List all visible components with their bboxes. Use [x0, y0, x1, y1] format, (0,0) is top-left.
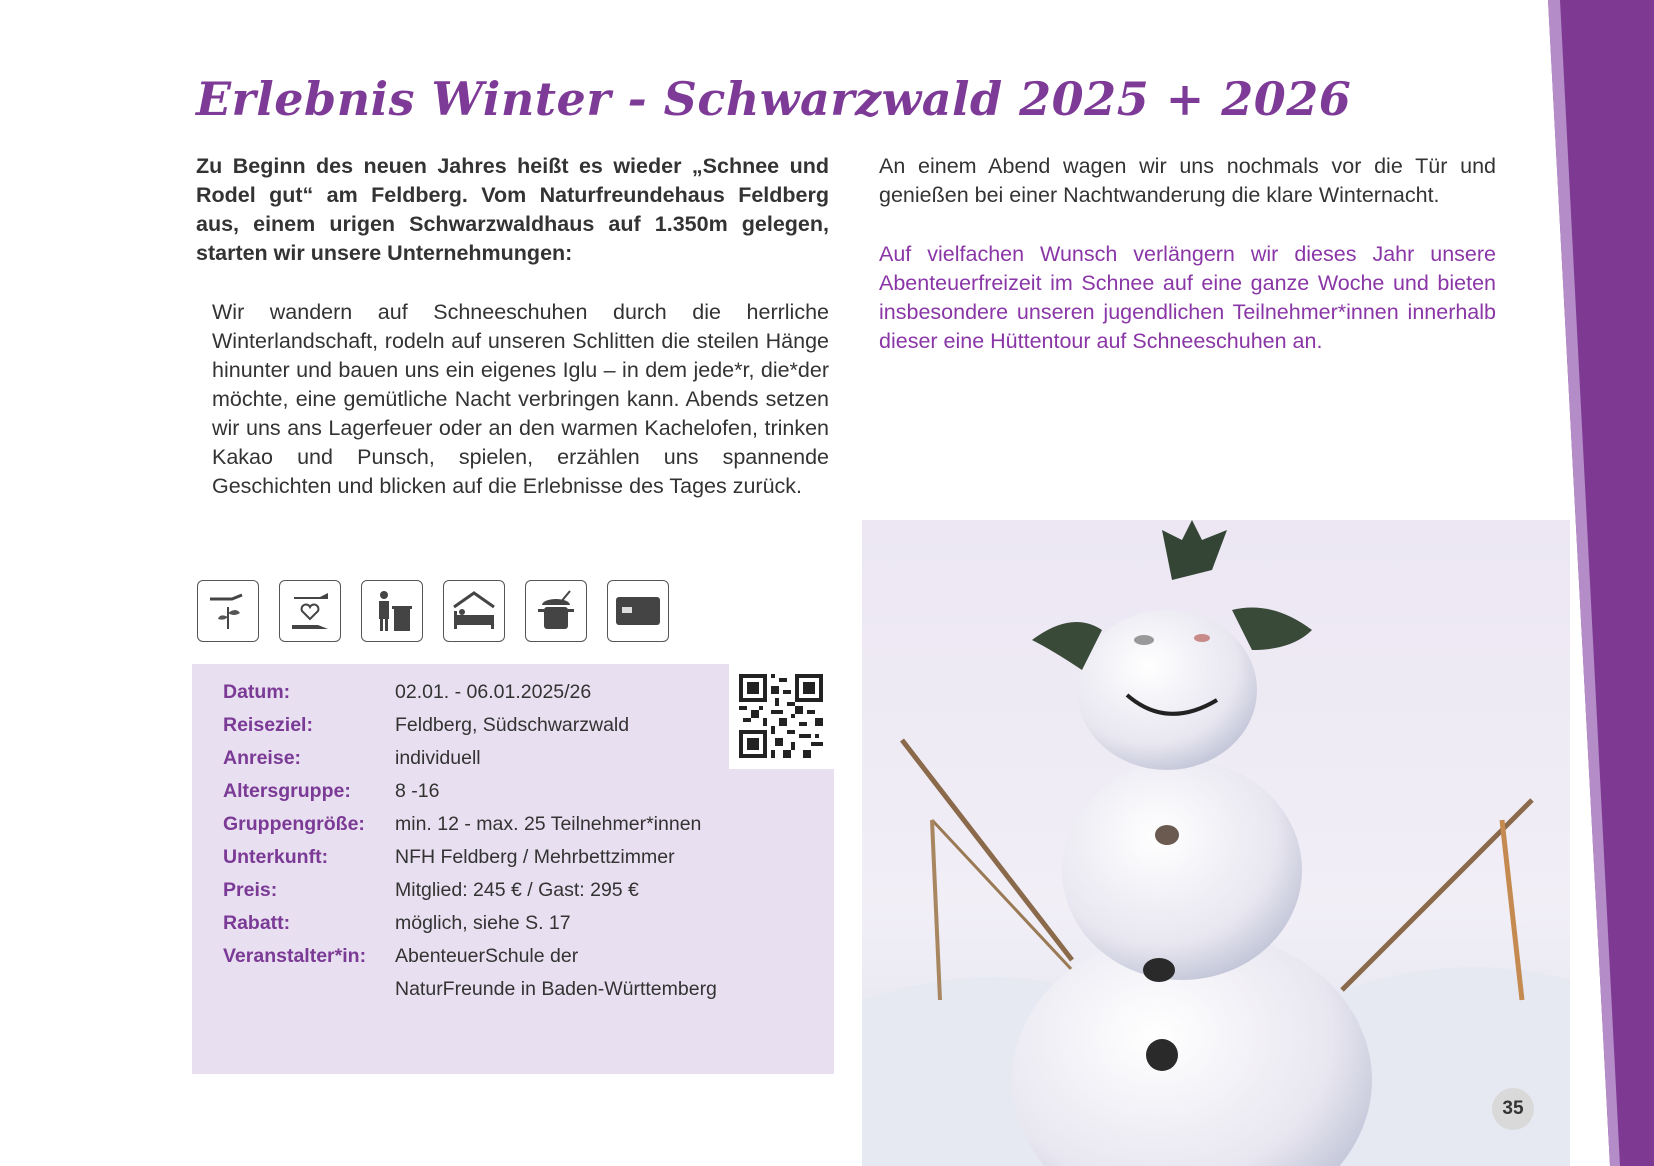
- info-label: Reiseziel:: [223, 714, 313, 736]
- qr-code-graphic: [739, 674, 823, 758]
- info-row: [223, 808, 717, 841]
- info-label: Altersgruppe:: [223, 780, 351, 802]
- info-label: Preis:: [223, 879, 278, 901]
- info-value: min. 12 - max. 25 Teilnehmer*innen: [395, 813, 702, 835]
- plant-hand-icon: [197, 580, 259, 642]
- info-label: [223, 973, 395, 1006]
- info-label: Anreise:: [223, 747, 302, 769]
- info-value: Mitglied: 245 € / Gast: 295 €: [395, 879, 639, 901]
- info-row: [223, 907, 717, 940]
- info-row: [223, 775, 717, 808]
- highlight-paragraph: Auf vielfachen Wunsch verlängern wir dieses Jahr unsere Abenteuerfreizeit im Schnee auf eine ganze Woche und bieten insbesondere unseren jugendlichen Teilnehmer*innen innerhalb dieser eine Hüttentour auf Schneeschuhen an.: [879, 242, 1496, 353]
- info-row: [223, 973, 717, 1006]
- info-value: NaturFreunde in Baden-Württemberg: [395, 978, 717, 1000]
- cooking-pot-icon: [525, 580, 587, 642]
- info-value: möglich, siehe S. 17: [395, 912, 571, 934]
- bed-house-icon: [443, 580, 505, 642]
- snowman-photo: [862, 520, 1570, 1166]
- info-row: [223, 676, 717, 709]
- heart-hands-icon: [279, 580, 341, 642]
- body-paragraph: Wir wandern auf Schneeschuhen durch die herrliche Winterlandschaft, rodeln auf unseren Schlitten die steilen Hänge hinunter und bauen uns ein eigenes Iglu – in dem jede*r, die*der möchte, eine gemütliche Nacht verbringen kann. Abends setzen wir uns ans Lagerfeuer oder an den warmen Kachelofen, trinken Kakao und Punsch, spielen, erzählen uns spannende Geschichten und blicken auf die Erlebnisse des Tages zurück.: [212, 300, 829, 498]
- info-value: Feldberg, Südschwarzwald: [395, 714, 630, 736]
- info-row: [223, 874, 717, 907]
- info-row: [223, 940, 717, 973]
- info-label: Unterkunft:: [223, 846, 329, 868]
- feature-icons: [197, 580, 669, 642]
- info-label: Gruppengröße:: [223, 813, 365, 835]
- intro-paragraph: Zu Beginn des neuen Jahres heißt es wieder „Schnee und Rodel gut“ am Feldberg. Vom Naturfreundehaus Feldberg aus, einem urigen Schwarzwaldhaus auf 1.350m gelegen, starten wir unsere Unternehmungen:: [196, 154, 829, 265]
- info-label: Rabatt:: [223, 912, 291, 934]
- info-value: 02.01. - 06.01.2025/26: [395, 681, 592, 703]
- card-icon: [607, 580, 669, 642]
- info-row: [223, 742, 717, 775]
- info-label: Veranstalter*in:: [223, 945, 367, 967]
- person-trash-icon: [361, 580, 423, 642]
- info-value: 8 -16: [395, 780, 440, 802]
- info-value: AbenteuerSchule der: [395, 945, 579, 967]
- info-value: individuell: [395, 747, 481, 769]
- info-table: [223, 676, 717, 1006]
- night-hike-paragraph: An einem Abend wagen wir uns nochmals vor die Tür und genießen bei einer Nachtwanderung die klare Winternacht.: [879, 154, 1496, 207]
- info-label: Datum:: [223, 681, 291, 703]
- page-title: Erlebnis Winter - Schwarzwald 2025 + 2026: [196, 72, 1352, 126]
- info-value: NFH Feldberg / Mehrbettzimmer: [395, 846, 675, 868]
- qr-code[interactable]: [729, 664, 834, 769]
- info-row: [223, 841, 717, 874]
- info-row: [223, 709, 717, 742]
- page-number: 35: [1492, 1088, 1534, 1130]
